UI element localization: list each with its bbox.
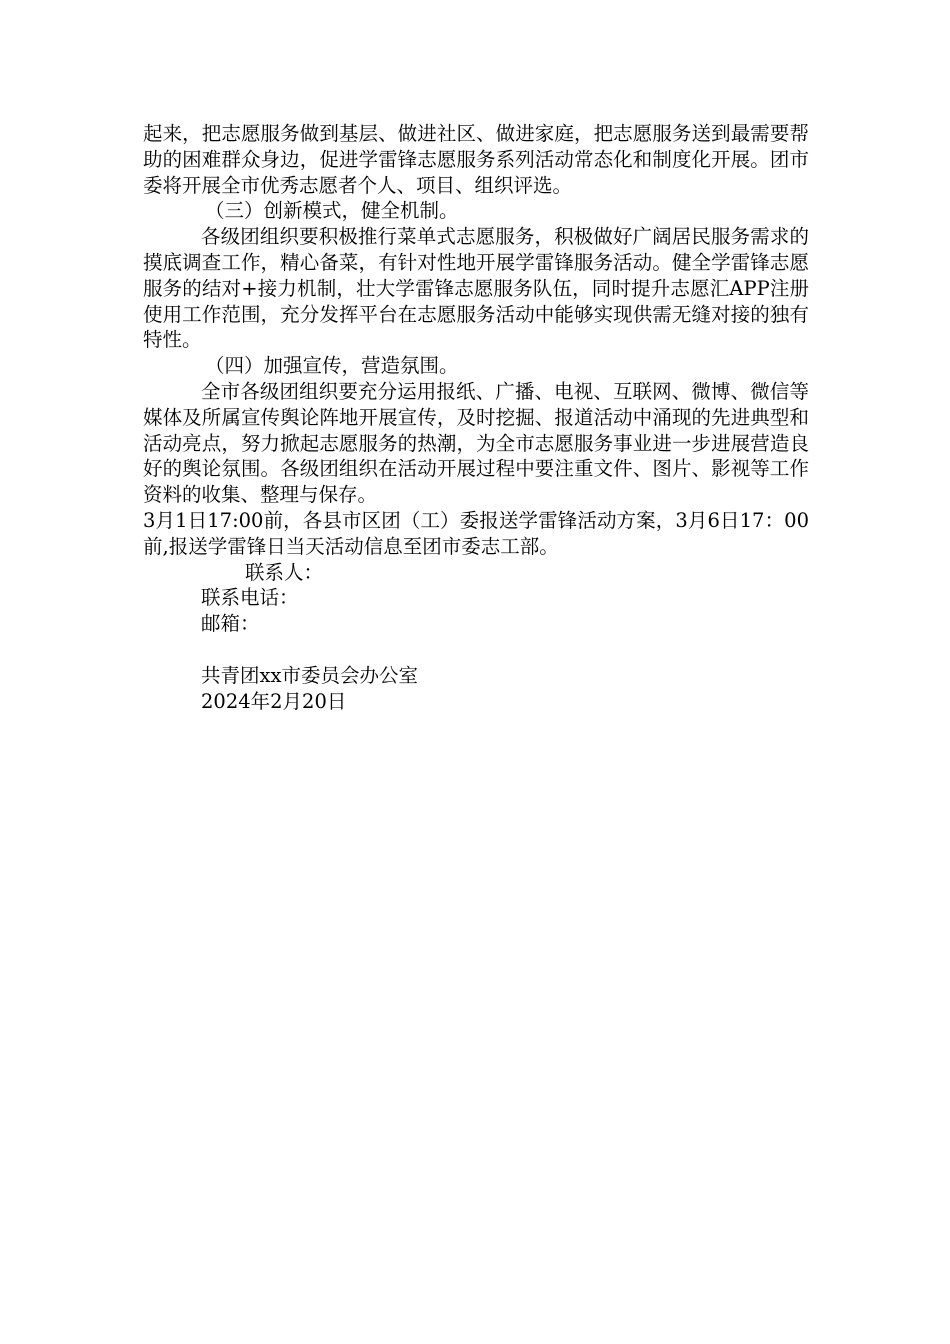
contact-person: 联系人： (245, 560, 324, 584)
paragraph-section-4: 全市各级团组织要充分运用报纸、广播、电视、互联网、微博、微信等媒体及所属宣传舆论阵地开展宣传，及时挖掘、报道活动中涌现的先进典型和活动亮点，努力掀起志愿服务的热潮，为全市志愿服务事业进一步进展营造良好的舆论氛围。各级团组织在活动开展过程中要注重文件、图片、影视等工作资料的收集、整理与保存。 (143, 379, 809, 507)
contact-phone: 联系电话： (201, 586, 299, 610)
section-heading-3: （三）创新模式，健全机制。 (205, 199, 459, 223)
paragraph-section-3: 各级团组织要积极推行菜单式志愿服务，积极做好广阔居民服务需求的摸底调查工作，精心备菜，有针对性地开展学雷锋服务活动。健全学雷锋志愿服务的结对+接力机制，壮大学雷锋志愿服务队伍，同时提升志愿汇APP注册使用工作范围，充分发挥平台在志愿服务活动中能够实现供需无缝对接的独有特性。 (143, 225, 809, 352)
signature-organization: 共青团xx市委员会办公室 (201, 663, 418, 687)
paragraph-deadline: 3月1日17:00前，各县市区团（工）委报送学雷锋活动方案，3月6日17：00前,报送学雷锋日当天活动信息至团市委志工部。 (143, 508, 809, 558)
section-heading-4: （四）加强宣传，营造氛围。 (205, 354, 459, 378)
contact-email: 邮箱： (201, 612, 260, 636)
document-body (143, 121, 809, 714)
paragraph-continuation: 起来，把志愿服务做到基层、做进社区、做进家庭，把志愿服务送到最需要帮助的困难群众身边，促进学雷锋志愿服务系列活动常态化和制度化开展。团市委将开展全市优秀志愿者个人、项目、组织评选。 (143, 122, 809, 197)
signature-block (143, 663, 809, 715)
signature-date: 2024年2月20日 (201, 689, 347, 713)
